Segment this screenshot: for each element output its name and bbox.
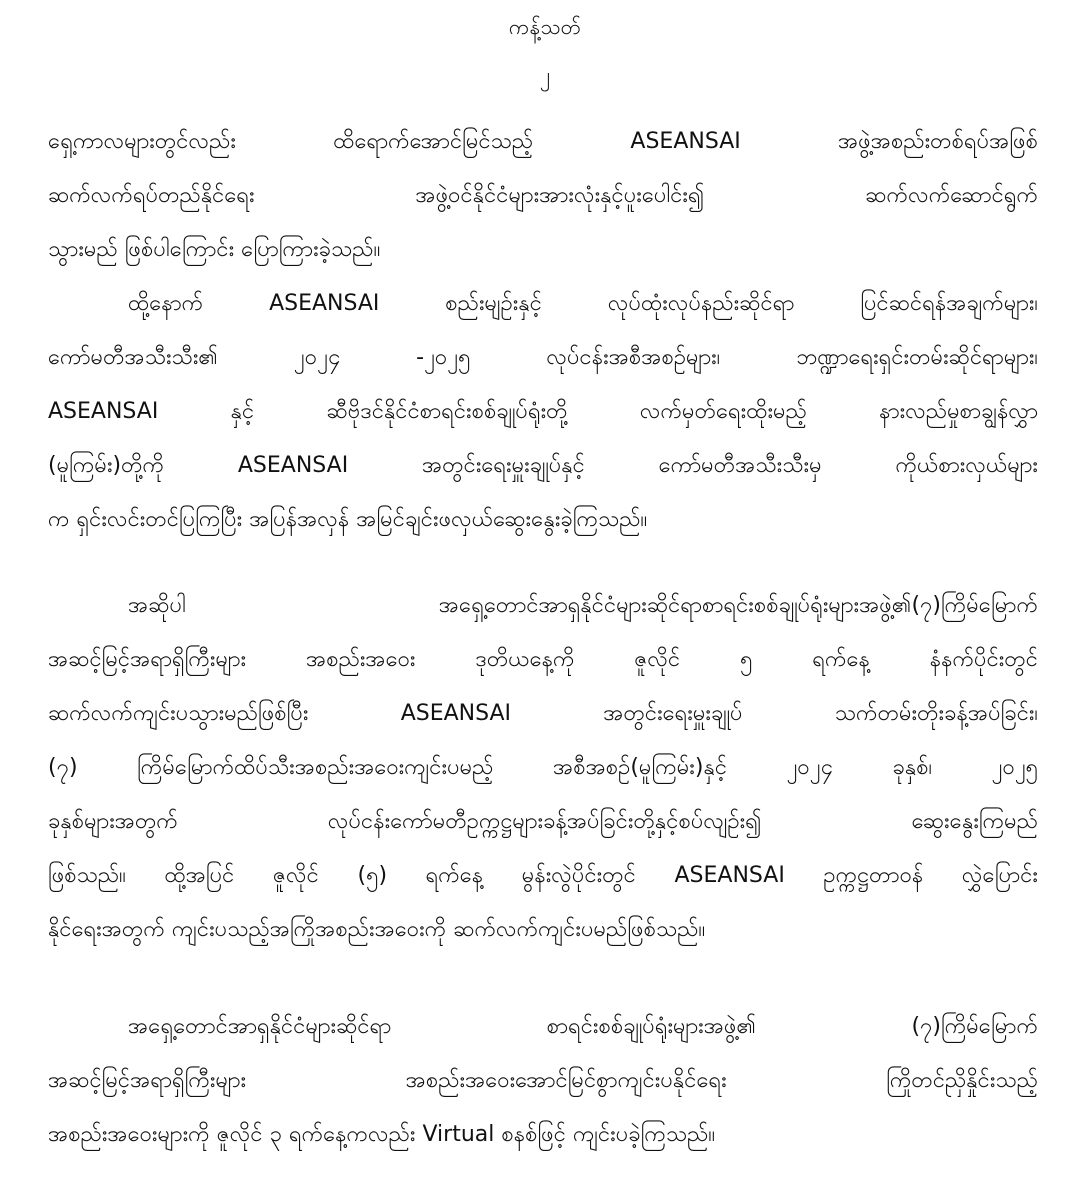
text-line: အရှေ့တောင်အာရှနိုင်ငံများဆိုင်ရာ စာရင်းစစ်ချုပ်ရုံးများအဖွဲ့၏ (၇)ကြိမ်မြောက် <box>128 1014 1038 1039</box>
text-line: (၇) ကြိမ်မြောက်ထိပ်သီးအစည်းအဝေးကျင်းပမည့် အစီအစဉ်(မူကြမ်း)နှင့် ၂၀၂၄ ခုနှစ်၊ ၂၀၂၅ <box>48 755 1038 780</box>
text-line: အဆင့်မြင့်အရာရှိကြီးများ အစည်းအဝေး ဒုတိယနေ့ကို ဇူလိုင် ၅ ရက်နေ့ နံနက်ပိုင်းတွင် <box>48 647 1038 672</box>
classification-header: ကန့်သတ် <box>508 15 582 39</box>
text-line: ASEANSAI နှင့် ဆီဗိုဒင်နိုင်ငံစာရင်းစစ်ချုပ်ရုံးတို့ လက်မှတ်ရေးထိုးမည့် နားလည်မှုစာချွန်လွှာ <box>48 399 1038 424</box>
text-line: ရှေ့ကာလများတွင်လည်း ထိရောက်အောင်မြင်သည့် ASEANSAI အဖွဲ့အစည်းတစ်ရပ်အဖြစ် <box>48 129 1038 154</box>
text-line: နိုင်ရေးအတွက် ကျင်းပသည့်အကြိုအစည်းအဝေးကို ဆက်လက်ကျင်းပမည်ဖြစ်သည်။ <box>48 917 706 942</box>
paragraph-1 <box>48 115 1038 277</box>
text-line: အစည်းအဝေးများကို ဇူလိုင် ၃ ရက်နေ့ကလည်း Virtual စနစ်ဖြင့် ကျင်းပခဲ့ကြသည်။ <box>48 1122 716 1147</box>
text-line: ခုနှစ်များအတွက် လုပ်ငန်းကော်မတီဥက္ကဋ္ဌများခန့်အပ်ခြင်းတို့နှင့်စပ်လျဉ်း၍ ဆွေးနွေးကြမည် <box>48 809 1038 834</box>
text-line: က ရှင်းလင်းတင်ပြကြပြီး အပြန်အလှန် အမြင်ချင်းဖလှယ်ဆွေးနွေးခဲ့ကြသည်။ <box>48 507 648 532</box>
text-line: အဆင့်မြင့်အရာရှိကြီးများ အစည်းအဝေးအောင်မြင်စွာကျင်းပနိုင်ရေး ကြိုတင်ညှိနှိုင်းသည့် <box>48 1068 1038 1093</box>
text-line: ဆက်လက်ရပ်တည်နိုင်ရေး အဖွဲ့ဝင်နိုင်ငံများအားလုံးနှင့်ပူးပေါင်း၍ ဆက်လက်ဆောင်ရွက် <box>48 183 1038 208</box>
text-line: (မူကြမ်း)တို့ကို ASEANSAI အတွင်းရေးမှူးချုပ်နှင့် ကော်မတီအသီးသီးမှ ကိုယ်စားလှယ်များ <box>48 453 1038 478</box>
text-line: ထို့နောက် ASEANSAI စည်းမျဉ်းနှင့် လုပ်ထုံးလုပ်နည်းဆိုင်ရာ ပြင်ဆင်ရန်အချက်များ၊ <box>128 291 1038 316</box>
text-line: ကော်မတီအသီးသီး၏ ၂၀၂၄ -၂၀၂၅ လုပ်ငန်းအစီအစဉ်များ၊ ဘဏ္ဍာရေးရှင်းတမ်းဆိုင်ရာများ၊ <box>48 345 1038 370</box>
paragraph-4 <box>48 1000 1038 1162</box>
paragraph-2 <box>48 277 1038 547</box>
paragraph-3 <box>48 579 1038 957</box>
text-line: ဖြစ်သည်။ ထို့အပြင် ဇူလိုင် (၅) ရက်နေ့ မွန်းလွဲပိုင်းတွင် ASEANSAI ဥက္ကဋ္ဌတာဝန် လွှဲပြောင်း <box>48 863 1038 888</box>
text-line: အဆိုပါ အရှေ့တောင်အာရှနိုင်ငံများဆိုင်ရာစာရင်းစစ်ချုပ်ရုံးများအဖွဲ့၏(၇)ကြိမ်မြောက် <box>128 593 1038 618</box>
text-line: သွားမည် ဖြစ်ပါကြောင်း ပြောကြားခဲ့သည်။ <box>48 237 381 262</box>
page-number: ၂ <box>539 63 551 87</box>
text-line: ဆက်လက်ကျင်းပသွားမည်ဖြစ်ပြီး ASEANSAI အတွင်းရေးမှူးချုပ် သက်တမ်းတိုးခန့်အပ်ခြင်း၊ <box>48 701 1038 726</box>
